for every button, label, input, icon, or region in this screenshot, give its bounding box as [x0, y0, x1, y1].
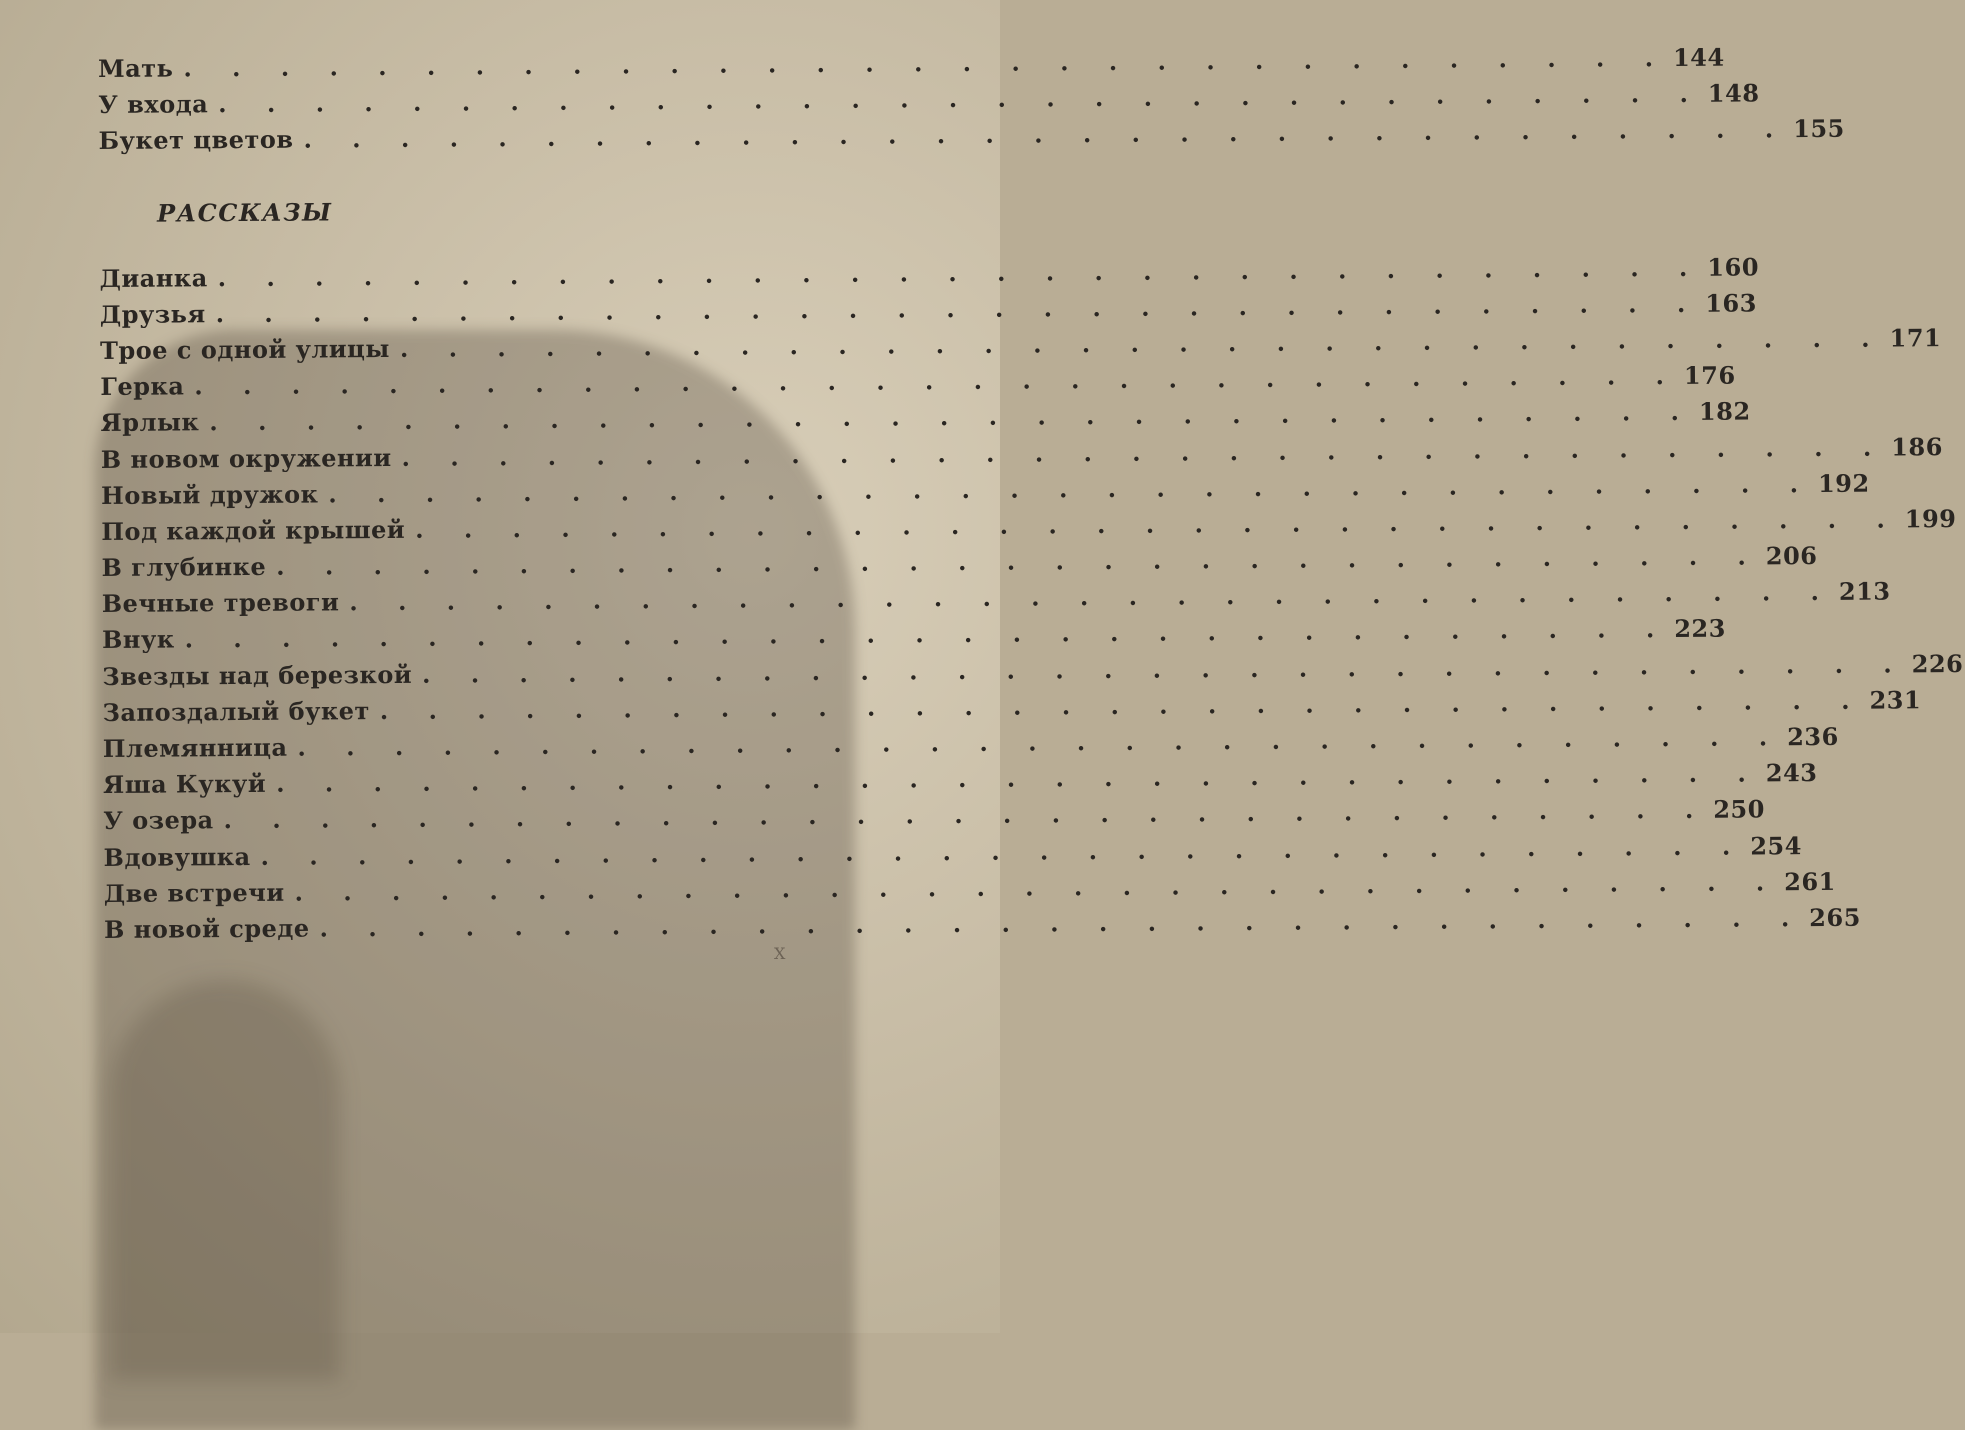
toc-row [104, 902, 1861, 951]
toc-row [100, 360, 1736, 408]
toc-row [98, 114, 1845, 162]
toc-entry-page: 163 [1705, 288, 1758, 318]
toc-entry-title: Дианка [99, 262, 208, 293]
toc-leader-dots: . . . . . . . . . . . . . . . . . . . . . . . . . . . . . . . [297, 722, 1784, 762]
toc-entry-title: Друзья [99, 299, 206, 329]
toc-entry-page: 144 [1672, 42, 1725, 73]
toc-entry-page: 192 [1817, 468, 1870, 498]
toc-entry-title: Ярлык [100, 407, 200, 438]
toc-leader-dots: . . . . . . . . . . . . . . . . . . . . . . . . . . . . . . . [223, 795, 1710, 835]
toc-entry-title: Племянница [102, 732, 288, 763]
toc-row [99, 323, 1942, 372]
toc-entry-page: 148 [1707, 78, 1760, 108]
toc-leader-dots: . . . . . . . . . . . . . . . . . . . . . . . . . . . . . . . [294, 867, 1781, 907]
toc-entry-page: 226 [1911, 648, 1964, 678]
toc-entry-title: Трое с одной улицы [99, 333, 391, 365]
toc-row [102, 721, 1839, 770]
toc-leader-dots: . . . . . . . . . . . . . . . . . . . . . . . . . . . . . . . [401, 432, 1888, 472]
toc-entry-page: 182 [1698, 396, 1751, 427]
toc-leader-dots: . . . . . . . . . . . . . . . . . . . . . . . . . . . . . . . [215, 288, 1702, 328]
table-of-contents [98, 42, 1964, 951]
toc-row [100, 431, 1943, 481]
toc-row [101, 614, 1726, 661]
toc-row [101, 541, 1818, 589]
toc-row [100, 468, 1870, 517]
toc-row [101, 576, 1891, 625]
toc-leader-dots: . . . . . . . . . . . . . . . . . . . . . . . . . . . . . . . [184, 614, 1671, 654]
toc-entry-title: У озера [103, 805, 214, 836]
toc-row [102, 685, 1922, 734]
toc-entry-page: 176 [1683, 360, 1736, 391]
toc-leader-dots: . . . . . . . . . . . . . . . . . . . . . . . . . . . . . . . [328, 468, 1815, 509]
toc-entry-title: Букет цветов [98, 125, 294, 156]
toc-entry-title: Вдовушка [103, 841, 251, 872]
toc-row [98, 42, 1725, 90]
toc-entry-title: В глубинке [101, 551, 267, 583]
toc-entry-title: Новый дружок [100, 479, 319, 510]
toc-entry-title: Вечные тревоги [101, 587, 340, 619]
toc-leader-dots: . . . . . . . . . . . . . . . . . . . . . . . . . . . . . . . [217, 252, 1704, 292]
toc-entry-title: У входа [98, 89, 209, 120]
toc-entry-page: 236 [1787, 721, 1839, 752]
toc-entry-title: В новом окружении [100, 442, 392, 474]
toc-row [103, 830, 1802, 879]
toc-row [99, 251, 1760, 300]
toc-entry-title: Под каждой крышей [101, 514, 406, 546]
toc-entry-page: 250 [1713, 794, 1765, 825]
toc-row [98, 78, 1760, 126]
toc-entry-page: 231 [1869, 685, 1922, 715]
toc-entry-page: 213 [1838, 576, 1891, 607]
toc-row [103, 866, 1836, 915]
toc-entry-page: 254 [1750, 830, 1802, 861]
toc-group-poems [98, 42, 1845, 163]
toc-entry-title: В новой среде [104, 913, 310, 944]
toc-row [100, 396, 1751, 444]
toc-leader-dots: . . . . . . . . . . . . . . . . . . . . . . . . . . . . . . . [349, 577, 1836, 617]
toc-entry-page: 155 [1793, 114, 1845, 144]
hand-shadow-lower [110, 980, 340, 1380]
toc-entry-title: Яша Кукуй [102, 769, 267, 800]
toc-entry-page: 186 [1891, 431, 1943, 461]
toc-leader-dots: . . . . . . . . . . . . . . . . . . . . . . . . . . . . . . . [260, 831, 1747, 871]
toc-entry-page: 261 [1784, 866, 1836, 896]
toc-leader-dots: . . . . . . . . . . . . . . . . . . . . . . . . . . . . . . . [421, 649, 1908, 689]
toc-entry-title: Герка [100, 371, 185, 402]
toc-entry-page: 243 [1765, 758, 1818, 788]
toc-row [101, 503, 1957, 553]
toc-leader-dots: . . . . . . . . . . . . . . . . . . . . . . . . . . . . . . . [399, 323, 1886, 363]
toc-leader-dots: . . . . . . . . . . . . . . . . . . . . . . . . . . . . . . . [218, 78, 1704, 119]
toc-entry-title: Мать [98, 53, 174, 83]
toc-leader-dots: . . . . . . . . . . . . . . . . . . . . . . . . . . . . . . . [183, 43, 1670, 83]
toc-entry-title: Звезды над березкой [102, 659, 413, 691]
toc-leader-dots: . . . . . . . . . . . . . . . . . . . . . . . . . . . . . . . [209, 397, 1696, 437]
toc-row [102, 758, 1818, 806]
section-heading: РАССКАЗЫ [157, 196, 333, 228]
toc-leader-dots: . . . . . . . . . . . . . . . . . . . . . . . . . . . . . . . [319, 903, 1806, 943]
signature-mark: X [774, 944, 786, 963]
toc-leader-dots: . . . . . . . . . . . . . . . . . . . . . . . . . . . . . . . [415, 504, 1901, 544]
toc-leader-dots: . . . . . . . . . . . . . . . . . . . . . . . . . . . . . . . [276, 541, 1762, 581]
toc-leader-dots: . . . . . . . . . . . . . . . . . . . . . . . . . . . . . . . [303, 114, 1790, 154]
toc-entry-title: Внук [101, 624, 175, 655]
toc-group-stories [99, 251, 1964, 952]
toc-entry-page: 206 [1765, 541, 1818, 571]
toc-row [99, 288, 1758, 336]
toc-entry-title: Две встречи [103, 877, 285, 908]
toc-leader-dots: . . . . . . . . . . . . . . . . . . . . . . . . . . . . . . . [276, 758, 1762, 798]
toc-entry-page: 265 [1809, 902, 1861, 933]
toc-leader-dots: . . . . . . . . . . . . . . . . . . . . . . . . . . . . . . . [379, 685, 1866, 725]
toc-entry-page: 223 [1674, 614, 1726, 644]
toc-entry-page: 171 [1889, 323, 1942, 353]
toc-row [103, 794, 1765, 842]
toc-entry-page: 199 [1904, 503, 1957, 534]
toc-leader-dots: . . . . . . . . . . . . . . . . . . . . . . . . . . . . . . . [194, 361, 1681, 401]
toc-row [102, 648, 1964, 698]
toc-entry-title: Запоздалый букет [102, 695, 370, 727]
toc-entry-page: 160 [1707, 251, 1760, 282]
